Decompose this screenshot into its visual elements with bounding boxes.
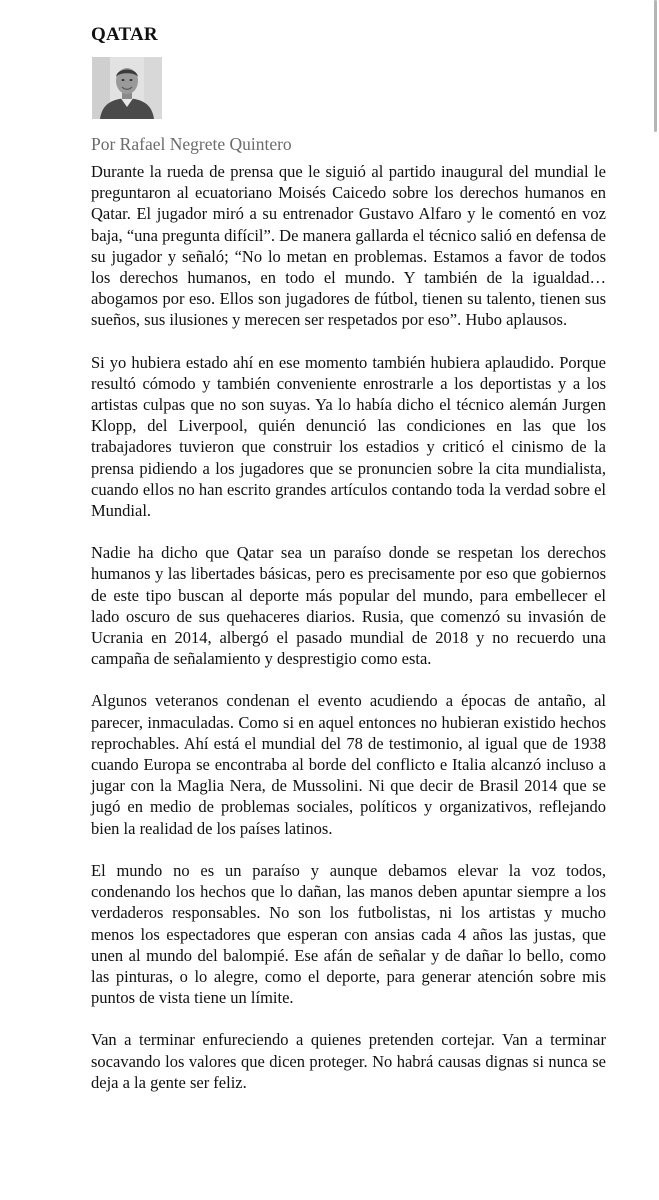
scrollbar[interactable] (654, 0, 657, 132)
author-photo (92, 57, 162, 119)
paragraph: Algunos veteranos condenan el evento acudiendo a épocas de antaño, al parecer, inmaculadas. Como si en aquel entonces no hubieran existido hechos reprochables. Ahí está el mundial del 78 de testimonio, al igual que de 1938 cuando Europa se encontraba al borde del conflicto e Italia alcanzó incluso a jugar con la Maglia Nera, de Mussolini. Ni que decir de Brasil 2014 que se jugó en medio de problemas sociales, políticos y organizativos, reflejando bien la realidad de los países latinos. (91, 691, 606, 838)
article-title: QATAR (91, 24, 158, 45)
paragraph: Durante la rueda de prensa que le siguió al partido inaugural del mundial le preguntaron al ecuatoriano Moisés Caicedo sobre los derechos humanos en Qatar. El jugador miró a su entrenador Gustavo Alfaro y le comentó en voz baja, “una pregunta difícil”. De manera gallarda el técnico salió en defensa de su jugador y señaló; “No lo metan en problemas. Estamos a favor de todos los derechos humanos, en todo el mundo. Y también de la igualdad… abogamos por eso. Ellos son jugadores de fútbol, tienen su talento, tienen sus sueños, sus ilusiones y merecen ser respetados por eso”. Hubo aplausos. (91, 162, 606, 330)
paragraph: El mundo no es un paraíso y aunque debamos elevar la voz todos, condenando los hechos que lo dañan, las manos deben apuntar siempre a los verdaderos responsables. No son los futbolistas, ni los artistas y mucho menos los espectadores que esperan con ansias cada 4 años las justas, que unen al mundo del balompié. Ese afán de señalar y de dañar lo bello, como las pinturas, o lo alegre, como el deporte, para generar atención sobre mis puntos de vista tiene un límite. (91, 860, 606, 1008)
paragraph: Si yo hubiera estado ahí en ese momento también hubiera aplaudido. Porque resultó cómodo y también conveniente enrostrarle a los deportistas y a los artistas culpas que no son suyas. Ya lo había dicho el técnico alemán Jurgen Klopp, del Liverpool, quién denunció las condiciones en las que los trabajadores tuvieron que construir los estadios y criticó el cinismo de la prensa pidiendo a los jugadores que se pronuncien sobre la cita mundialista, cuando ellos no han escrito grandes artículos contando toda la verdad sobre el Mundial. (91, 352, 606, 521)
article-body (91, 161, 606, 1114)
author-portrait-icon (92, 57, 162, 119)
paragraph: Van a terminar enfureciendo a quienes pretenden cortejar. Van a terminar socavando los valores que dicen proteger. No habrá causas dignas si nunca se deja a la gente ser feliz. (91, 1030, 606, 1092)
paragraph: Nadie ha dicho que Qatar sea un paraíso donde se respetan los derechos humanos y las libertades básicas, pero es precisamente por eso que gobiernos de este tipo buscan al deporte más popular del mundo, para embellecer el lado oscuro de sus quehaceres diarios. Rusia, que comenzó su invasión de Ucrania en 2014, albergó el pasado mundial de 2018 y no recuerdo una campaña de señalamiento y desprestigio como esta. (91, 543, 606, 669)
article-byline: Por Rafael Negrete Quintero (91, 134, 292, 154)
